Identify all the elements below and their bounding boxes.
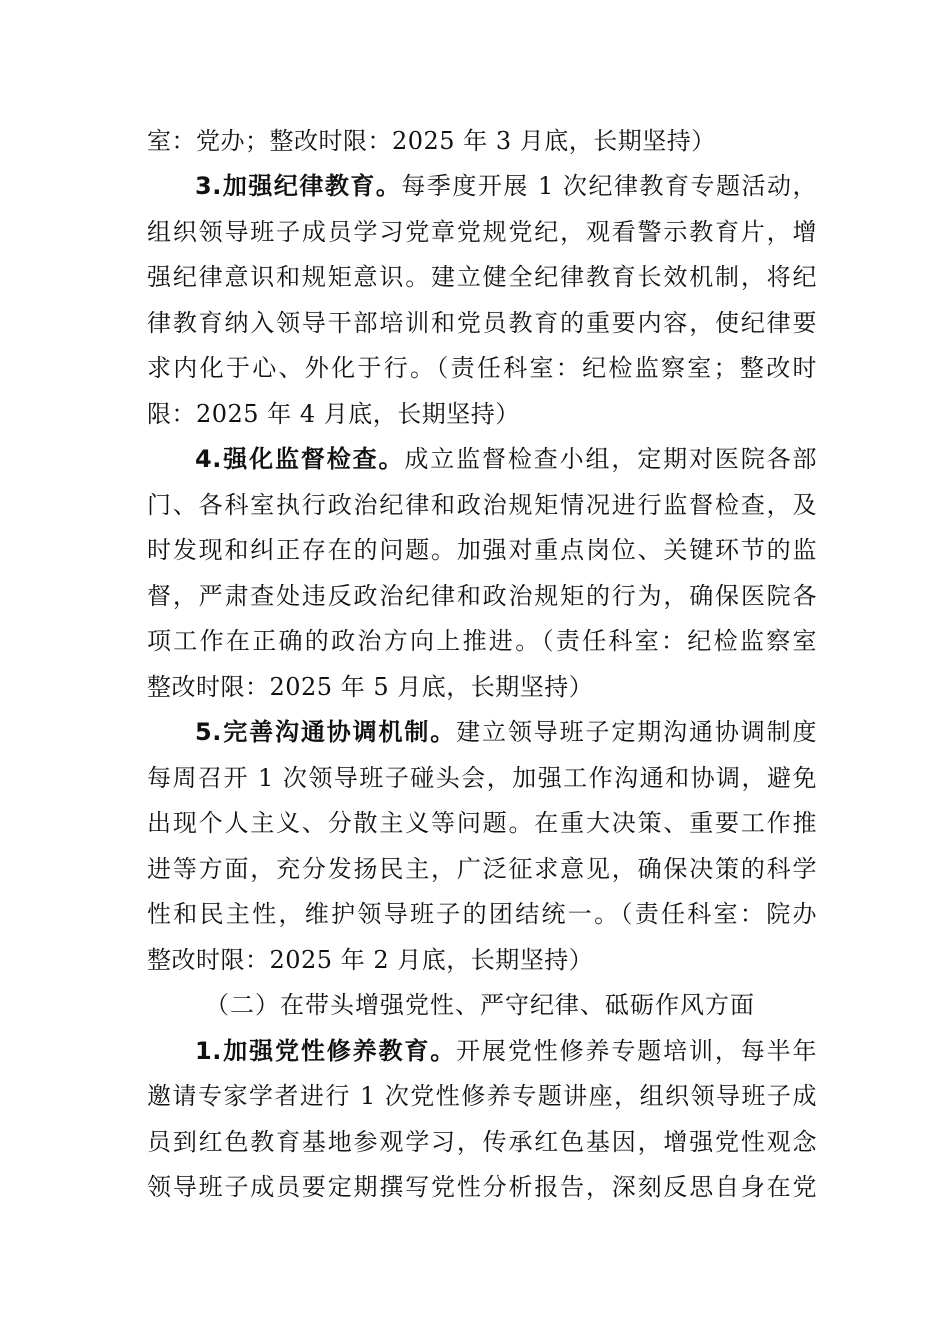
section-heading xyxy=(205,982,827,1028)
paragraph-line xyxy=(147,846,817,892)
line-text: 督，严肃查处违反政治纪律和政治规矩的行为，确保医院各 xyxy=(147,582,817,610)
section-heading-text: （二）在带头增强党性、严守纪律、砥砺作风方面 xyxy=(205,991,755,1019)
paragraph-line xyxy=(147,664,817,710)
line-text: 整改时限：2025 年 5 月底，长期坚持） xyxy=(147,673,594,701)
paragraph-line xyxy=(147,891,817,937)
line-text: 邀请专家学者进行 1 次党性修养专题讲座，组织领导班子成 xyxy=(147,1082,817,1110)
paragraph-line xyxy=(147,482,817,528)
paragraph-line xyxy=(147,254,817,300)
item-heading-line xyxy=(195,1028,817,1074)
line-text: 求内化于心、外化于行。（责任科室：纪检监察室；整改时 xyxy=(147,354,817,382)
paragraph-line xyxy=(147,1119,817,1165)
line-text: 成立监督检查小组，定期对医院各部 xyxy=(404,445,817,473)
line-text: 每周召开 1 次领导班子碰头会，加强工作沟通和协调，避免 xyxy=(147,764,817,792)
item-heading-line xyxy=(195,436,817,482)
item-title-bold: 1.加强党性修养教育。 xyxy=(195,1037,457,1065)
paragraph-line xyxy=(147,209,817,255)
paragraph-line xyxy=(147,391,817,437)
line-text: 出现个人主义、分散主义等问题。在重大决策、重要工作推 xyxy=(147,809,817,837)
paragraph-line xyxy=(147,573,817,619)
paragraph-line xyxy=(147,118,817,164)
item-heading-line xyxy=(195,163,817,209)
line-text: 每季度开展 1 次纪律教育专题活动， xyxy=(401,172,817,200)
line-text: 整改时限：2025 年 2 月底，长期坚持） xyxy=(147,946,594,974)
paragraph-line xyxy=(147,937,817,983)
line-text: 律教育纳入领导干部培训和党员教育的重要内容，使纪律要 xyxy=(147,309,817,337)
line-text: 限：2025 年 4 月底，长期坚持） xyxy=(147,400,520,428)
line-text: 员到红色教育基地参观学习，传承红色基因，增强党性观念 xyxy=(147,1128,817,1156)
line-text: 开展党性修养专题培训，每半年 xyxy=(456,1037,817,1065)
line-text: 室：党办；整改时限：2025 年 3 月底，长期坚持） xyxy=(147,127,716,155)
line-text: 门、各科室执行政治纪律和政治规矩情况进行监督检查，及 xyxy=(147,491,817,519)
line-text: 组织领导班子成员学习党章党规党纪，观看警示教育片，增 xyxy=(147,218,817,246)
paragraph-line xyxy=(147,527,817,573)
item-title-bold: 5.完善沟通协调机制。 xyxy=(195,718,457,746)
paragraph-line xyxy=(147,300,817,346)
line-text: 时发现和纠正存在的问题。加强对重点岗位、关键环节的监 xyxy=(147,536,817,564)
paragraph-line xyxy=(147,618,817,664)
paragraph-line xyxy=(147,755,817,801)
paragraph-line xyxy=(147,345,817,391)
item-title-bold: 3.加强纪律教育。 xyxy=(195,172,402,200)
line-text: 建立领导班子定期沟通协调制度 xyxy=(456,718,817,746)
paragraph-line xyxy=(147,1164,817,1210)
line-text: 强纪律意识和规矩意识。建立健全纪律教育长效机制，将纪 xyxy=(147,263,817,291)
line-text: 进等方面，充分发扬民主，广泛征求意见，确保决策的科学 xyxy=(147,855,817,883)
item-title-bold: 4.强化监督检查。 xyxy=(195,445,405,473)
item-heading-line xyxy=(195,709,817,755)
paragraph-line xyxy=(147,1073,817,1119)
line-text: 项工作在正确的政治方向上推进。（责任科室：纪检监察室 xyxy=(147,627,817,655)
line-text: 性和民主性，维护领导班子的团结统一。（责任科室：院办 xyxy=(147,900,817,928)
line-text: 领导班子成员要定期撰写党性分析报告，深刻反思自身在党 xyxy=(147,1173,817,1201)
paragraph-line xyxy=(147,800,817,846)
